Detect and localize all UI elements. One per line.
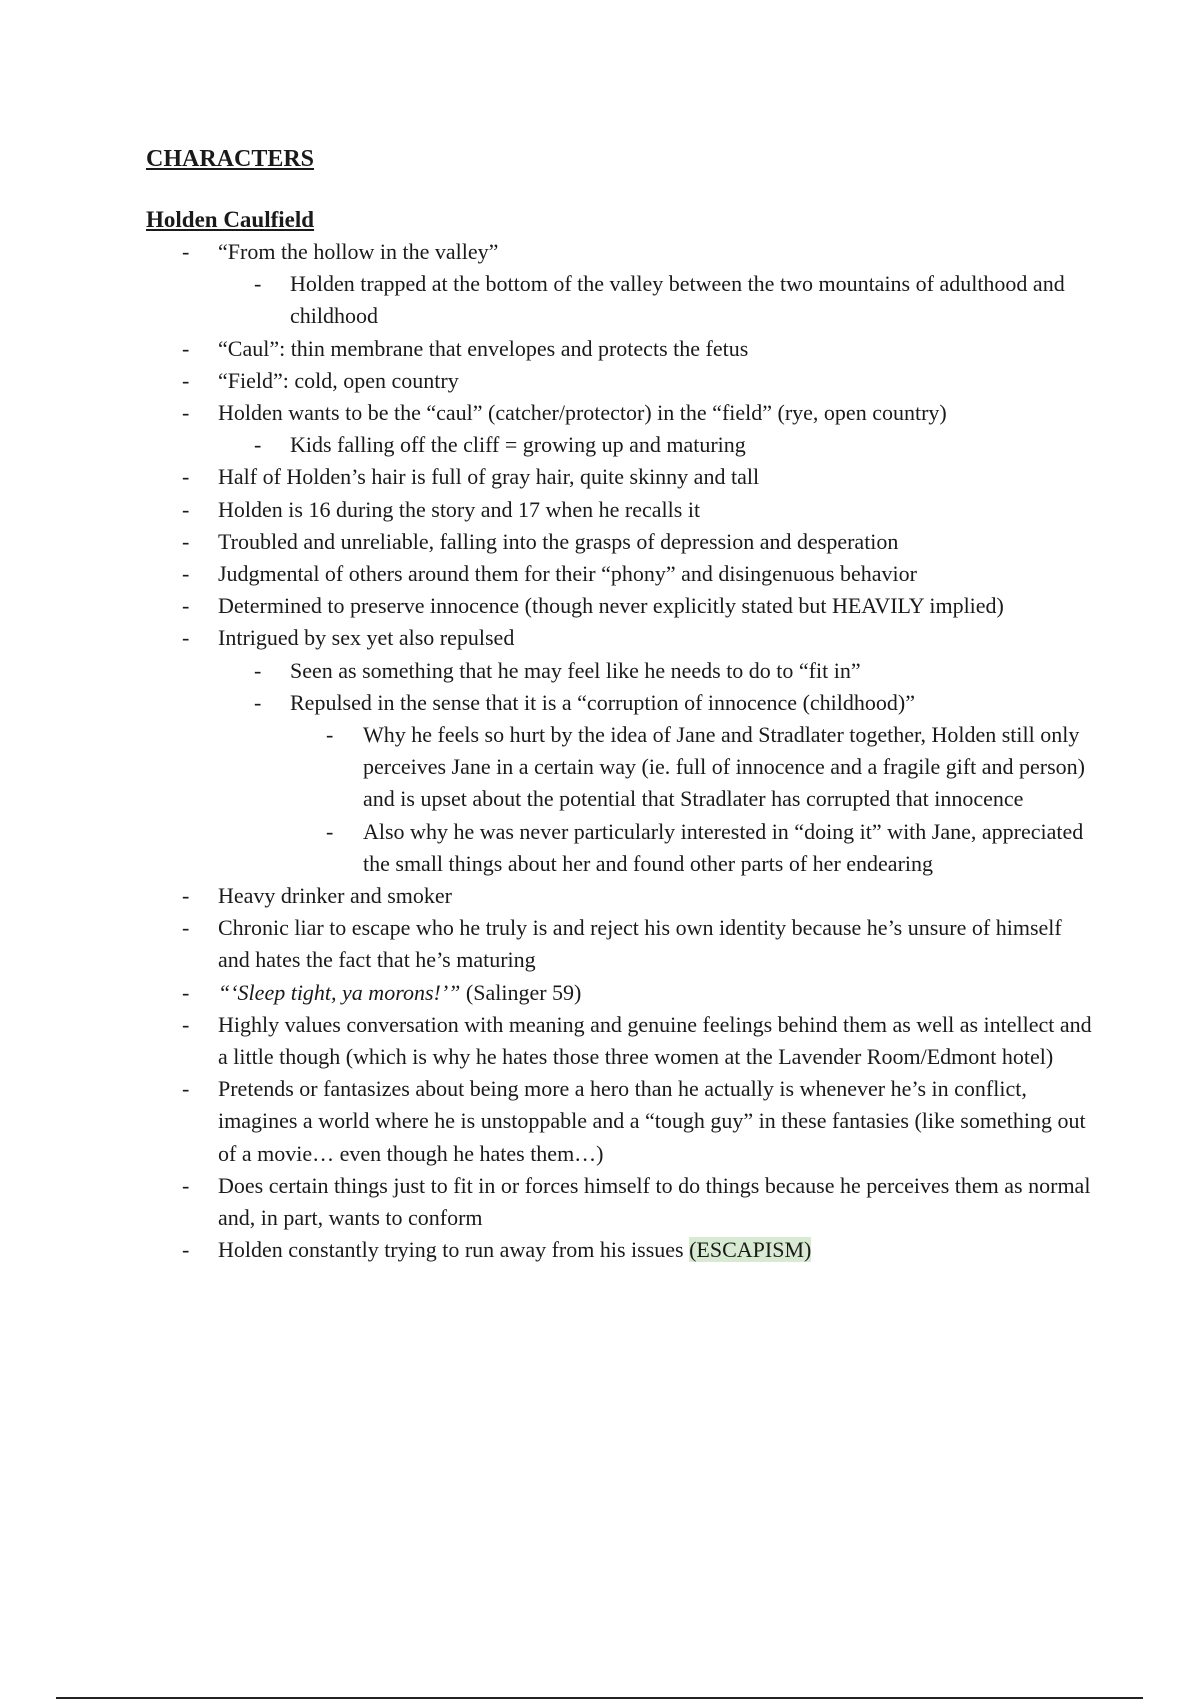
item-text: Highly values conversation with meaning and genuine feelings behind them as well as intellect and a little though (which is why he hates those three women at the Lavender Room/Edmont hotel): [218, 1011, 1092, 1070]
item-text: Seen as something that he may feel like he needs to do to “fit in”: [290, 657, 861, 683]
item-text: Repulsed in the sense that it is a “corruption of innocence (childhood)”: [290, 689, 915, 715]
document-page: [146, 142, 1096, 1267]
list-item: [146, 1073, 1096, 1170]
escapism-item: [146, 1234, 1096, 1266]
list-item: [146, 912, 1096, 976]
list-item: [146, 719, 1096, 816]
quote-citation: (Salinger 59): [460, 979, 582, 1005]
bullet-dash: -: [182, 915, 190, 941]
item-text: Heavy drinker and smoker: [218, 883, 452, 909]
bullet-dash: -: [182, 528, 190, 554]
bullet-dash: -: [182, 400, 190, 426]
bullet-dash: -: [182, 335, 190, 361]
bullet-dash: -: [182, 367, 190, 393]
item-text: Intrigued by sex yet also repulsed: [218, 625, 515, 651]
list-item: [146, 365, 1096, 397]
list-item: [146, 558, 1096, 590]
list-item: [146, 526, 1096, 558]
list-item: [146, 1009, 1096, 1073]
bullet-dash: -: [182, 239, 190, 264]
bullet-dash: -: [326, 818, 334, 844]
bullet-dash: -: [182, 496, 190, 522]
item-text: “From the hollow in the valley”: [218, 239, 499, 264]
item-text: Half of Holden’s hair is full of gray hair, quite skinny and tall: [218, 464, 760, 490]
item-text: Pretends or fantasizes about being more a hero than he actually is whenever he’s in conflict, imagines a world where he is unstoppable and a “tough guy” in these fantasies (like something out of a movie… even though he hates them…): [218, 1076, 1086, 1166]
bullet-dash: -: [254, 689, 262, 715]
item-text: “Caul”: thin membrane that envelopes and protects the fetus: [218, 335, 749, 361]
list-item: [146, 461, 1096, 493]
list-item: [146, 880, 1096, 912]
bullet-dash: -: [182, 464, 190, 490]
item-text: Holden is 16 during the story and 17 when he recalls it: [218, 496, 701, 522]
list-item: [146, 655, 1096, 687]
item-text: Holden wants to be the “caul” (catcher/protector) in the “field” (rye, open country): [218, 400, 947, 426]
item-text: Kids falling off the cliff = growing up and maturing: [290, 432, 746, 458]
list-item: [146, 590, 1096, 622]
bullet-dash: -: [254, 271, 262, 297]
bullet-dash: -: [326, 722, 334, 748]
bullet-dash: -: [182, 1237, 190, 1263]
bullet-dash: -: [254, 657, 262, 683]
list-item: [146, 236, 1096, 268]
item-text: Determined to preserve innocence (though never explicitly stated but HEAVILY implied): [218, 593, 1004, 619]
list-item: [146, 397, 1096, 429]
list-item: [146, 622, 1096, 654]
item-text: Judgmental of others around them for their “phony” and disingenuous behavior: [218, 561, 917, 587]
quote-text: “‘Sleep tight, ya morons!’”: [218, 979, 461, 1005]
bullet-dash: -: [182, 561, 190, 587]
item-text: Holden trapped at the bottom of the valley between the two mountains of adulthood and childhood: [290, 271, 1065, 329]
bullet-dash: -: [182, 593, 190, 619]
page-bottom-rule: [56, 1697, 1143, 1699]
item-text: Holden constantly trying to run away from his issues: [218, 1237, 690, 1263]
list-item: [146, 1170, 1096, 1234]
item-text: Does certain things just to fit in or forces himself to do things because he perceives them as normal and, in part, wants to conform: [218, 1172, 1091, 1231]
list-item: [146, 816, 1096, 880]
list-item: [146, 429, 1096, 461]
item-text: “Field”: cold, open country: [218, 367, 459, 393]
section-title: CHARACTERS: [146, 146, 315, 172]
item-text: Also why he was never particularly interested in “doing it” with Jane, appreciated the small things about her and found other parts of her endearing: [363, 818, 1084, 876]
list-item: [146, 494, 1096, 526]
bullet-dash: -: [182, 1076, 190, 1102]
list-item: [146, 333, 1096, 365]
item-text: Chronic liar to escape who he truly is and reject his own identity because he’s unsure of himself and hates the fact that he’s maturing: [218, 915, 1062, 973]
bullet-dash: -: [254, 432, 262, 458]
item-text: Troubled and unreliable, falling into the grasps of depression and desperation: [218, 528, 899, 554]
quote-item: [146, 977, 1096, 1009]
bullet-dash: -: [182, 883, 190, 909]
character-name: Holden Caulfield: [146, 207, 315, 232]
bullet-dash: -: [182, 1011, 190, 1037]
highlighted-text: (ESCAPISM): [689, 1237, 812, 1263]
bullet-dash: -: [182, 625, 190, 651]
item-text: Why he feels so hurt by the idea of Jane and Stradlater together, Holden still only perceives Jane in a certain way (ie. full of innocence and a fragile gift and person) and is upset about the potential that Stradlater has corrupted that innocence: [363, 722, 1086, 812]
bullet-dash: -: [182, 979, 190, 1005]
list-item: [146, 687, 1096, 719]
list-item: [146, 268, 1096, 332]
bullet-dash: -: [182, 1172, 190, 1198]
